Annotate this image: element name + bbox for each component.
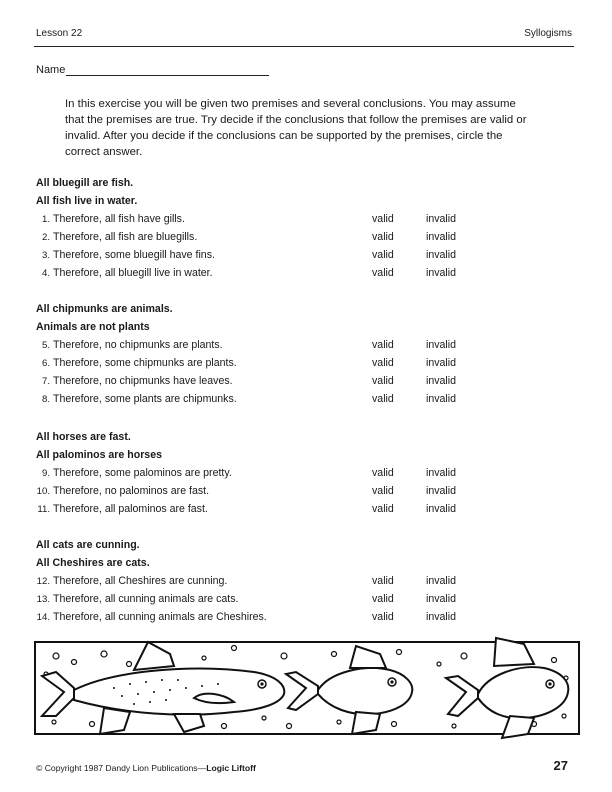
valid-option[interactable]: valid: [372, 393, 394, 405]
lesson-label: Lesson 22: [36, 28, 83, 39]
invalid-option[interactable]: invalid: [426, 339, 457, 351]
question-row: [36, 390, 506, 408]
question-text: Therefore, some palominos are pretty.: [53, 467, 232, 479]
invalid-option[interactable]: invalid: [426, 467, 457, 479]
question-row: [36, 228, 506, 246]
question-number: 10.: [36, 486, 50, 497]
valid-option[interactable]: valid: [372, 339, 394, 351]
question-row: [36, 608, 506, 626]
question-row: [36, 464, 506, 482]
premise: All horses are fast.: [36, 431, 131, 443]
valid-option[interactable]: valid: [372, 485, 394, 497]
question-number: 9.: [41, 468, 50, 479]
valid-option[interactable]: valid: [372, 231, 394, 243]
invalid-option[interactable]: invalid: [426, 267, 457, 279]
question-number: 2.: [41, 232, 50, 243]
invalid-option[interactable]: invalid: [426, 593, 457, 605]
question-text: Therefore, no palominos are fast.: [53, 485, 210, 497]
name-label: Name: [36, 64, 66, 76]
question-row: [36, 500, 506, 518]
valid-option[interactable]: valid: [372, 575, 394, 587]
valid-option[interactable]: valid: [372, 267, 394, 279]
question-text: Therefore, all fish have gills.: [53, 213, 185, 225]
valid-option[interactable]: valid: [372, 467, 394, 479]
premise: All chipmunks are animals.: [36, 303, 173, 315]
premise: Animals are not plants: [36, 321, 150, 333]
topic-label: Syllogisms: [524, 28, 572, 39]
question-text: Therefore, all Cheshires are cunning.: [53, 575, 228, 587]
question-text: Therefore, all cunning animals are Cheshires.: [53, 611, 267, 623]
valid-option[interactable]: valid: [372, 611, 394, 623]
header-rule: [34, 46, 574, 47]
question-number: 14.: [36, 612, 50, 623]
question-text: Therefore, no chipmunks have leaves.: [53, 375, 233, 387]
syllogism-group: [36, 174, 506, 282]
name-row: [36, 64, 269, 76]
premise: All Cheshires are cats.: [36, 557, 150, 569]
question-row: [36, 572, 506, 590]
question-row: [36, 264, 506, 282]
question-row: [36, 210, 506, 228]
premise: All bluegill are fish.: [36, 177, 134, 189]
valid-option[interactable]: valid: [372, 503, 394, 515]
book-title: Logic Liftoff: [206, 763, 256, 773]
valid-option[interactable]: valid: [372, 593, 394, 605]
invalid-option[interactable]: invalid: [426, 503, 457, 515]
premise: All cats are cunning.: [36, 539, 140, 551]
valid-option[interactable]: valid: [372, 249, 394, 261]
question-text: Therefore, all palominos are fast.: [53, 503, 208, 515]
question-number: 3.: [41, 250, 50, 261]
question-row: [36, 336, 506, 354]
question-row: [36, 482, 506, 500]
question-number: 12.: [36, 576, 50, 587]
valid-option[interactable]: valid: [372, 375, 394, 387]
question-row: [36, 590, 506, 608]
premise: All fish live in water.: [36, 195, 138, 207]
question-text: Therefore, all cunning animals are cats.: [53, 593, 239, 605]
question-number: 5.: [41, 340, 50, 351]
question-number: 13.: [36, 594, 50, 605]
invalid-option[interactable]: invalid: [426, 375, 457, 387]
question-number: 4.: [41, 268, 50, 279]
question-number: 1.: [41, 214, 50, 225]
syllogism-group: [36, 536, 506, 626]
question-row: [36, 372, 506, 390]
premise: All palominos are horses: [36, 449, 162, 461]
question-text: Therefore, all bluegill live in water.: [53, 267, 213, 279]
question-number: 6.: [41, 358, 50, 369]
copyright-footer: [36, 763, 256, 773]
question-text: Therefore, some plants are chipmunks.: [53, 393, 237, 405]
valid-option[interactable]: valid: [372, 213, 394, 225]
question-text: Therefore, no chipmunks are plants.: [53, 339, 223, 351]
name-field[interactable]: [66, 65, 269, 76]
invalid-option[interactable]: invalid: [426, 357, 457, 369]
invalid-option[interactable]: invalid: [426, 485, 457, 497]
invalid-option[interactable]: invalid: [426, 393, 457, 405]
fish-illustration: [34, 634, 580, 742]
question-number: 8.: [41, 394, 50, 405]
copyright-text: © Copyright 1987 Dandy Lion Publications—: [36, 763, 207, 773]
syllogism-group: [36, 428, 506, 518]
syllogism-group: [36, 300, 506, 408]
invalid-option[interactable]: invalid: [426, 249, 457, 261]
question-number: 11.: [37, 504, 50, 515]
question-text: Therefore, some bluegill have fins.: [53, 249, 215, 261]
question-row: [36, 354, 506, 372]
page-number: 27: [553, 758, 568, 773]
question-row: [36, 246, 506, 264]
question-number: 7.: [41, 376, 50, 387]
question-text: Therefore, some chipmunks are plants.: [53, 357, 237, 369]
invalid-option[interactable]: invalid: [426, 611, 457, 623]
instructions: In this exercise you will be given two premises and several conclusions. You may assume that the premises are true. Try decide if the conclusions that follow the premises are valid or invalid. After you decide if the conclusions can be supported by the premises, circle the correct answer.: [65, 98, 527, 158]
invalid-option[interactable]: invalid: [426, 213, 457, 225]
valid-option[interactable]: valid: [372, 357, 394, 369]
invalid-option[interactable]: invalid: [426, 231, 457, 243]
invalid-option[interactable]: invalid: [426, 575, 457, 587]
question-text: Therefore, all fish are bluegills.: [53, 231, 198, 243]
